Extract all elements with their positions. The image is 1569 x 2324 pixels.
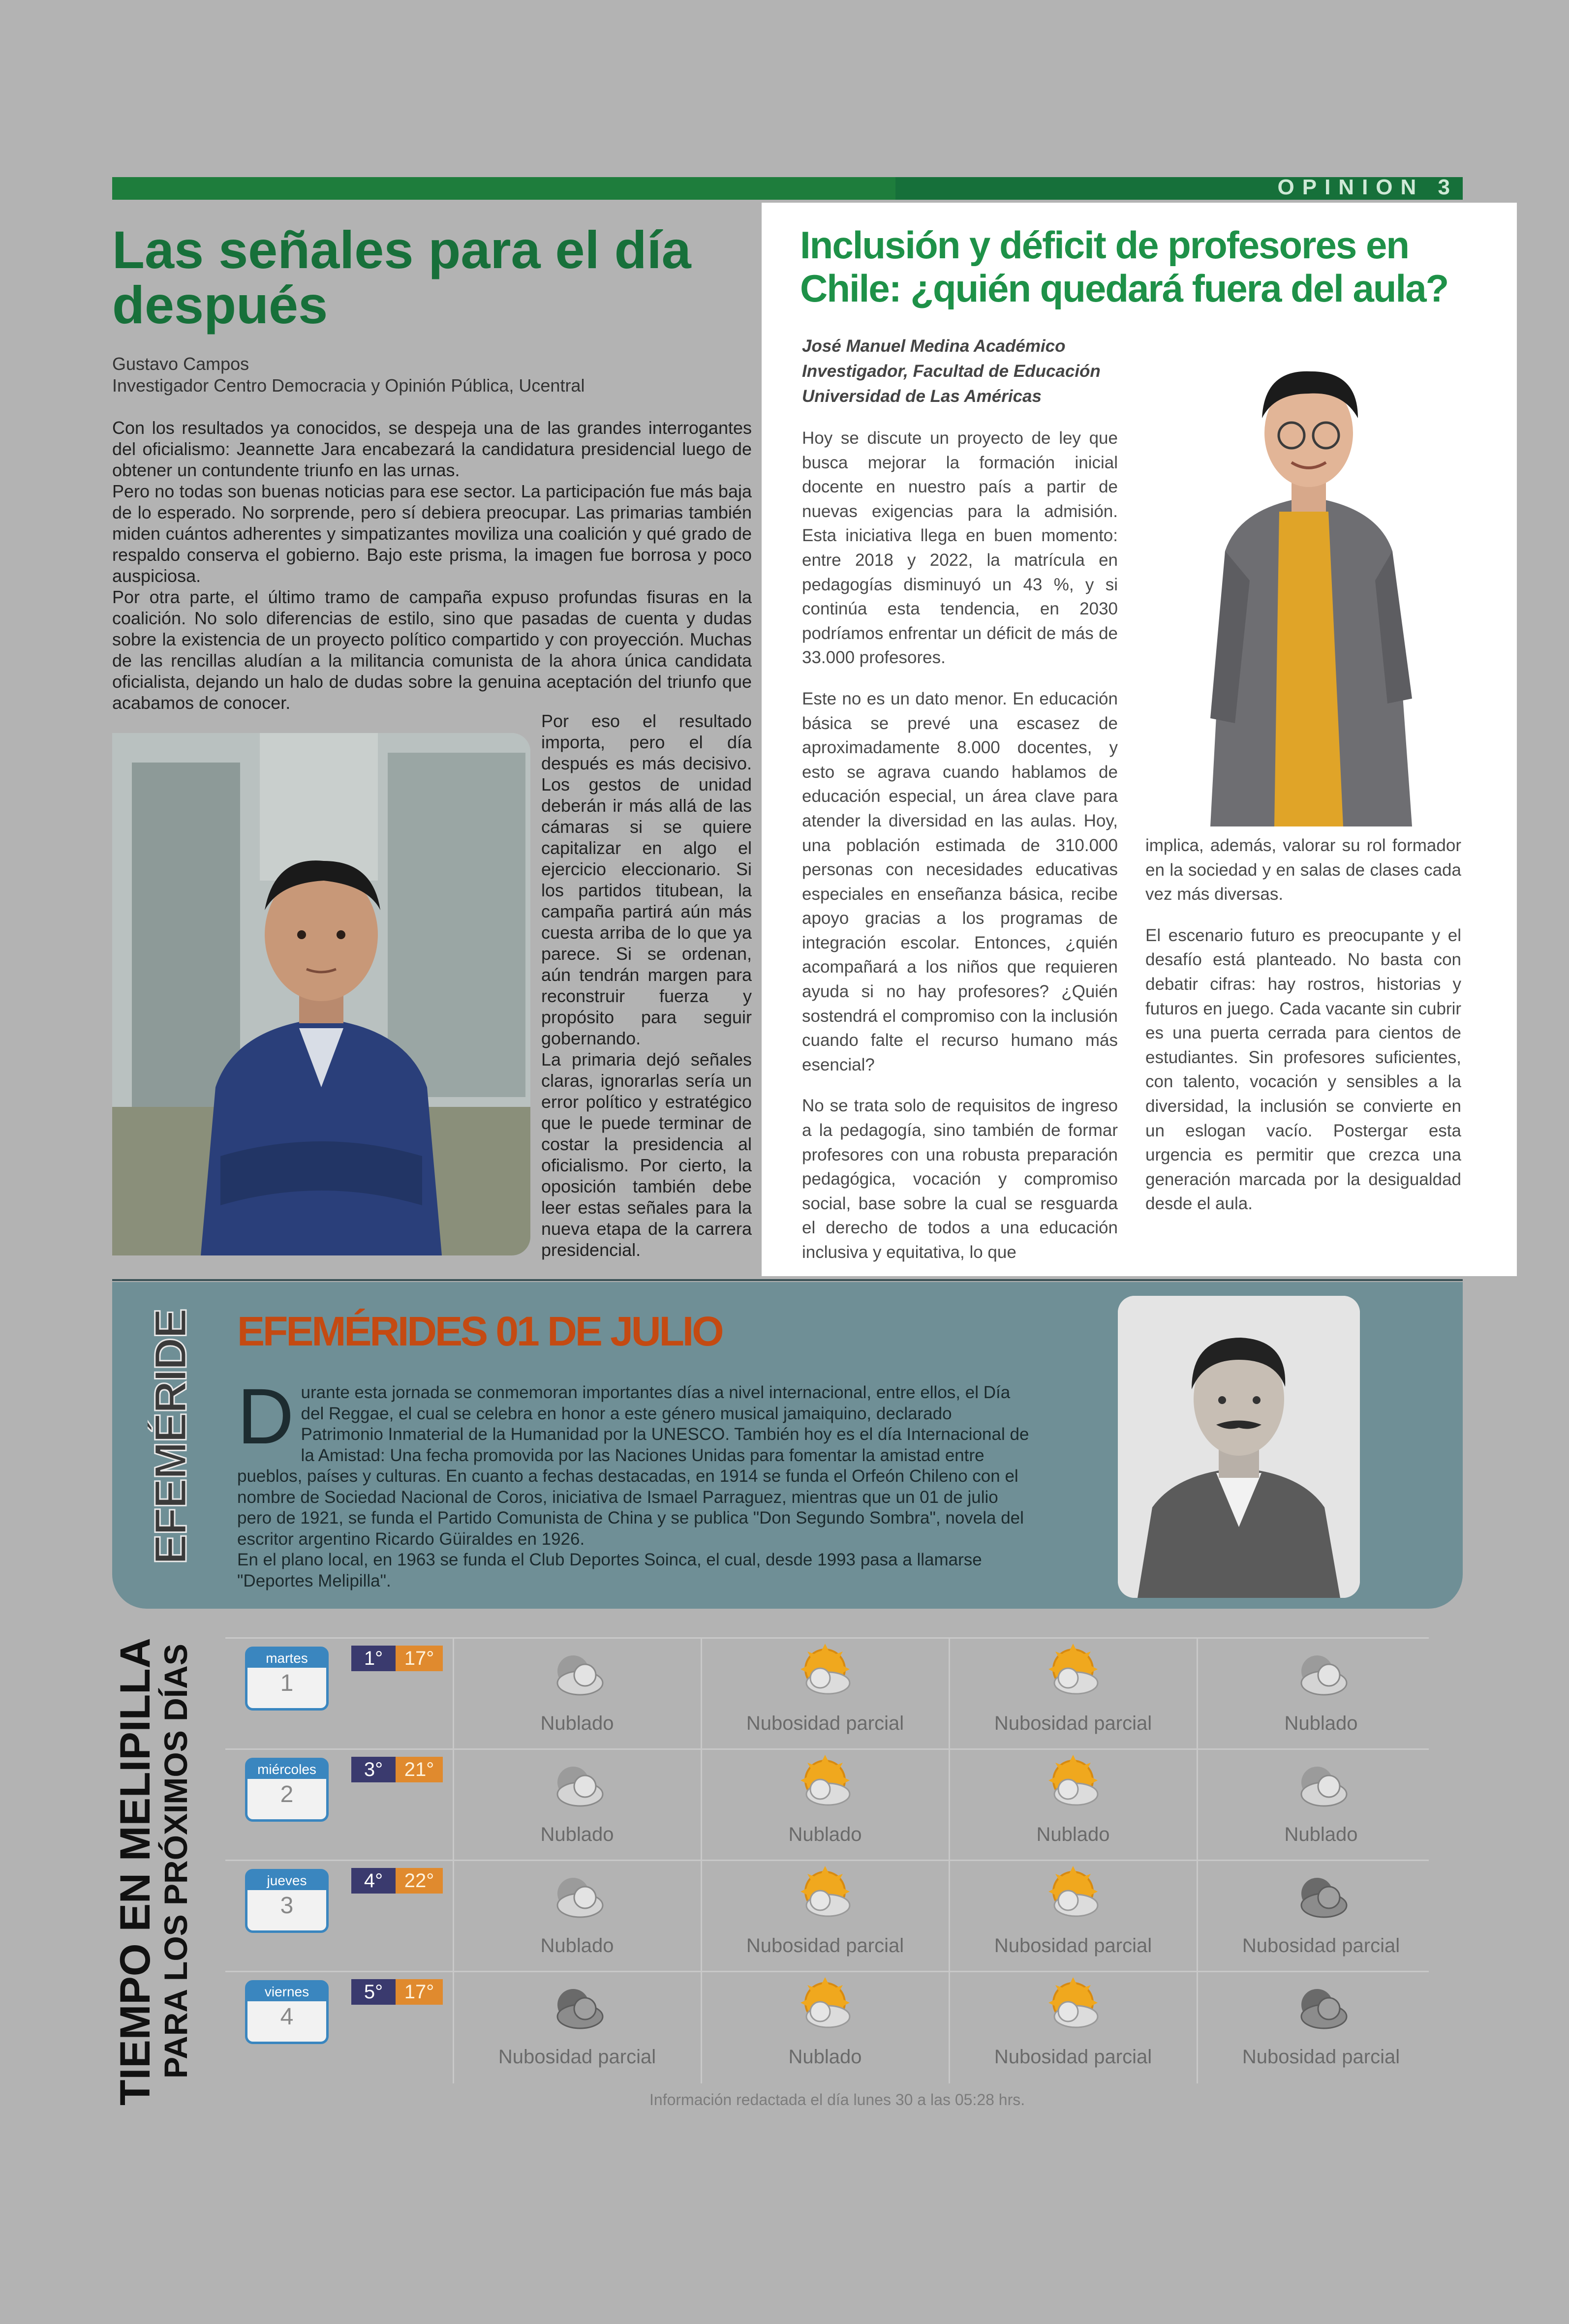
temp-min: 4° xyxy=(351,1868,396,1894)
author-name: Gustavo Campos xyxy=(112,354,249,374)
forecast-cell xyxy=(701,1639,948,1750)
condition-label: Nubosidad parcial xyxy=(1242,2046,1400,2068)
sun-cloud-icon xyxy=(1044,1977,1103,2036)
weather-note: Información redactada el día lunes 30 a las 05:28 hrs. xyxy=(649,2091,1025,2109)
condition-label: Nublado xyxy=(1036,1824,1110,1845)
temp-min: 1° xyxy=(351,1646,396,1671)
dark-cloud-icon xyxy=(548,1977,607,2036)
paragraph: No se trata solo de requisitos de ingreso a la pedagogía, sino también de formar profesores con una robusta preparación pedagógica, vocación y compromiso social, base sobre la cual se resguarda el derecho de todos a una educación inclusiva y equitativa, lo que xyxy=(802,1096,1118,1262)
forecast-cell xyxy=(701,1861,948,1972)
condition-label: Nubosidad parcial xyxy=(994,1712,1152,1734)
author-role: Investigador Centro Democracia y Opinión Pública, Ucentral xyxy=(112,375,585,396)
efemeride-vertical-label xyxy=(148,1299,202,1574)
paragraph: implica, además, valorar su rol formador en la sociedad y en salas de clases cada vez más diversas. xyxy=(1145,836,1461,904)
section-label: OPINION 3 xyxy=(1277,175,1458,199)
condition-label: Nubosidad parcial xyxy=(746,1712,904,1734)
man-in-coat-illustration xyxy=(1181,344,1437,826)
day-name: viernes xyxy=(247,1983,326,2001)
paragraph: Con los resultados ya conocidos, se despeja una de las grandes interrogantes del oficialismo: Jeannette Jara encabezará la candidatura presidencial luego de obtener un contundente triunfo en las urnas. xyxy=(112,418,752,480)
temp-max: 21° xyxy=(396,1757,443,1782)
dark-cloud-icon xyxy=(1292,1977,1351,2036)
condition-label: Nublado xyxy=(540,1824,614,1845)
cloud-icon xyxy=(548,1755,607,1814)
weather-title-line2: PARA LOS PRÓXIMOS DÍAS xyxy=(157,1644,194,2079)
temp-max: 17° xyxy=(396,1646,443,1671)
forecast-cell xyxy=(701,1972,948,2083)
forecast-cell xyxy=(1197,1861,1444,1972)
author-photo-jose xyxy=(1181,344,1437,826)
efemeride-vertical-text: EFEMÉRIDE xyxy=(148,1309,196,1564)
forecast-cell xyxy=(949,1639,1196,1750)
forecast-cell xyxy=(1197,1639,1444,1750)
day-number: 4 xyxy=(280,2004,294,2030)
sun-cloud-icon xyxy=(796,1866,855,1925)
temp-min: 3° xyxy=(351,1757,396,1782)
day-name: martes xyxy=(247,1649,326,1668)
paragraph: El escenario futuro es preocupante y el desafío está planteado. No basta con debatir cifras: hay rostros, historias y futuros en juego. Cada vacante sin cubrir es una puerta cerrada para cientos de estudiantes. Sin profesores suficientes, con talento, vocación y sensibles a la diversidad, la inclusión se convierte en un eslogan vacío. Postergar esta urgencia es permitir que crezca una generación marcada por la desigualdad desde el aula. xyxy=(1145,925,1461,1214)
right-article-title: Inclusión y déficit de profesores en Chile: ¿quién quedará fuera del aula? xyxy=(800,223,1448,310)
condition-label: Nublado xyxy=(1284,1824,1358,1845)
weather-row xyxy=(225,1637,1429,1750)
condition-label: Nublado xyxy=(788,1824,862,1845)
sun-cloud-icon xyxy=(796,1977,855,2036)
forecast-cell xyxy=(949,1972,1196,2083)
condition-label: Nublado xyxy=(1284,1712,1358,1734)
calendar-day-icon xyxy=(245,1869,329,1933)
weather-title-line1: TIEMPO EN MELIPILLA xyxy=(112,1638,159,2106)
cloud-icon xyxy=(1292,1644,1351,1703)
forecast-cell xyxy=(1197,1750,1444,1861)
day-number: 3 xyxy=(280,1893,294,1919)
calendar-day-icon xyxy=(245,1647,329,1711)
weather-row xyxy=(225,1860,1429,1972)
cloud-icon xyxy=(1292,1755,1351,1814)
day-name: jueves xyxy=(247,1871,326,1890)
cloud-icon xyxy=(548,1866,607,1925)
sun-cloud-icon xyxy=(1044,1866,1103,1925)
day-name: miércoles xyxy=(247,1760,326,1779)
day-number: 2 xyxy=(280,1781,294,1807)
temp-max: 22° xyxy=(396,1868,443,1894)
sun-cloud-icon xyxy=(796,1644,855,1703)
left-article-side-column xyxy=(541,710,752,1260)
drop-cap: D xyxy=(237,1372,294,1460)
paragraph: Este no es un dato menor. En educación básica se prevé una escasez de aproximadamente 8.000 docentes, y esto se agrava cuando hablamos de educación especial, un área clave para atender la diversidad en las aulas. Hoy, una población estimada de 310.000 personas con necesidades educativas especiales en enseñanza básica, recibe apoyo gracias a los programas de integración escolar. Entonces, ¿quién acompañará a los niños que requieren ayuda si no hay profesores? ¿Quién sostendrá el compromiso con la inclusión cuando falte el recurso humano más esencial? xyxy=(802,689,1118,1074)
right-article-column-1 xyxy=(802,426,1118,1282)
left-article-body xyxy=(112,417,752,713)
forecast-cell xyxy=(949,1750,1196,1861)
weather-row xyxy=(225,1971,1429,2083)
calendar-day-icon xyxy=(245,1758,329,1822)
forecast-cell xyxy=(949,1861,1196,1972)
mustached-man-portrait xyxy=(1118,1296,1360,1598)
efemeride-text xyxy=(237,1372,1034,1591)
historical-portrait xyxy=(1118,1296,1360,1598)
cloud-icon xyxy=(548,1644,607,1703)
forecast-cell xyxy=(453,1861,700,1972)
forecast-cell xyxy=(453,1972,700,2083)
right-article-column-2 xyxy=(1145,833,1461,1233)
condition-label: Nublado xyxy=(540,1712,614,1734)
condition-label: Nublado xyxy=(540,1935,614,1957)
paragraph: Hoy se discute un proyecto de ley que busca mejorar la formación inicial docente en nuestro país a partir de nuevas exigencias para la admisión. Esta iniciativa llega en buen momento: entre 2018 y 2022, la matrícula en pedagogías disminuyó un 43 %, y si continúa esta tendencia, en 2030 podríamos enfrentar un déficit de más de 33.000 profesores. xyxy=(802,428,1118,668)
condition-label: Nubosidad parcial xyxy=(994,2046,1152,2068)
left-article-byline xyxy=(112,353,585,397)
efemeride-paragraph-local: En el plano local, en 1963 se funda el Club Deportes Soinca, el cual, desde 1993 pasa a llamarse "Deportes Melipilla". xyxy=(237,1550,982,1590)
left-article-title: Las señales para el día después xyxy=(112,220,691,335)
day-number: 1 xyxy=(280,1670,294,1696)
sun-cloud-icon xyxy=(1044,1755,1103,1814)
man-in-suit-illustration xyxy=(112,733,530,1255)
right-article-byline: José Manuel Medina Académico Investigador, Facultad de Educación Universidad de Las Américas xyxy=(802,336,1101,406)
forecast-cell xyxy=(701,1750,948,1861)
weather-row xyxy=(225,1748,1429,1861)
condition-label: Nubosidad parcial xyxy=(498,2046,656,2068)
calendar-day-icon xyxy=(245,1980,329,2044)
dark-cloud-icon xyxy=(1292,1866,1351,1925)
forecast-cell xyxy=(453,1639,700,1750)
forecast-cell xyxy=(1197,1972,1444,2083)
sun-cloud-icon xyxy=(1044,1644,1103,1703)
efemeride-divider xyxy=(112,1279,1463,1281)
efemeride-paragraph: urante esta jornada se conmemoran importantes días a nivel internacional, entre ellos, el Día del Reggae, el cual se celebra en honor a este género musical jamaiquino, declarado Patrimonio Inmaterial de la Humanidad por la UNESCO. También hoy es el día Internacional de la Amistad: Una fecha promovida por las Naciones Unidas para fomentar la amistad entre pueblos, países y culturas. En cuanto a fechas destacadas, en 1914 se funda el Orfeón Chileno con el nombre de Sociedad Nacional de Coros, iniciativa de Ismael Parraguez, mientras que un 01 de julio pero de 1921, se funda el Partido Comunista de China y se publica "Don Segundo Sombra", novela del escritor argentino Ricardo Güiraldes en 1926. xyxy=(237,1383,1029,1549)
temp-min: 5° xyxy=(351,1979,396,2005)
condition-label: Nubosidad parcial xyxy=(746,1935,904,1957)
paragraph: Por otra parte, el último tramo de campaña expuso profundas fisuras en la coalición. No solo diferencias de estilo, sino que pasadas de cuenta y dudas sobre la existencia de un proyecto político compartido y con proyección. Muchas de las rencillas aludían a la militancia comunista de la ahora única candidata oficialista, dejando un halo de dudas sobre la genuina aceptación del triunfo que acabamos de conocer. xyxy=(112,587,752,713)
forecast-cell xyxy=(453,1750,700,1861)
paragraph: Por eso el resultado importa, pero el día después es más decisivo. Los gestos de unidad deberán ir más allá de las cámaras si se quiere capitalizar en algo el ejercicio eleccionario. Si los partidos titubean, la campaña partirá aún más cuesta arriba de lo que ya parece. Si se ordenan, aún tendrán margen para reconstruir fuerza y propósito para seguir gobernando. xyxy=(541,711,752,1048)
condition-label: Nubosidad parcial xyxy=(1242,1935,1400,1957)
efemeride-title: EFEMÉRIDES 01 DE JULIO xyxy=(237,1308,722,1354)
author-photo-gustavo xyxy=(112,733,530,1255)
temp-max: 17° xyxy=(396,1979,443,2005)
paragraph: La primaria dejó señales claras, ignorarlas sería un error político y estratégico que le puede terminar de costar la presidencia al oficialismo. Por cierto, la oposición también debe leer estas señales para la nueva etapa de la carrera presidencial. xyxy=(541,1049,752,1260)
condition-label: Nubosidad parcial xyxy=(994,1935,1152,1957)
condition-label: Nublado xyxy=(788,2046,862,2068)
weather-vertical-title xyxy=(104,1614,213,2110)
sun-cloud-icon xyxy=(796,1755,855,1814)
paragraph: Pero no todas son buenas noticias para ese sector. La participación fue más baja de lo esperado. No sorprende, pero sí debiera preocupar. Las primarias también miden cuántos adherentes y simpatizantes moviliza una coalición y qué grado de respaldo conserva el gobierno. Bajo este prisma, la imagen fue borrosa y poco auspiciosa. xyxy=(112,481,752,586)
